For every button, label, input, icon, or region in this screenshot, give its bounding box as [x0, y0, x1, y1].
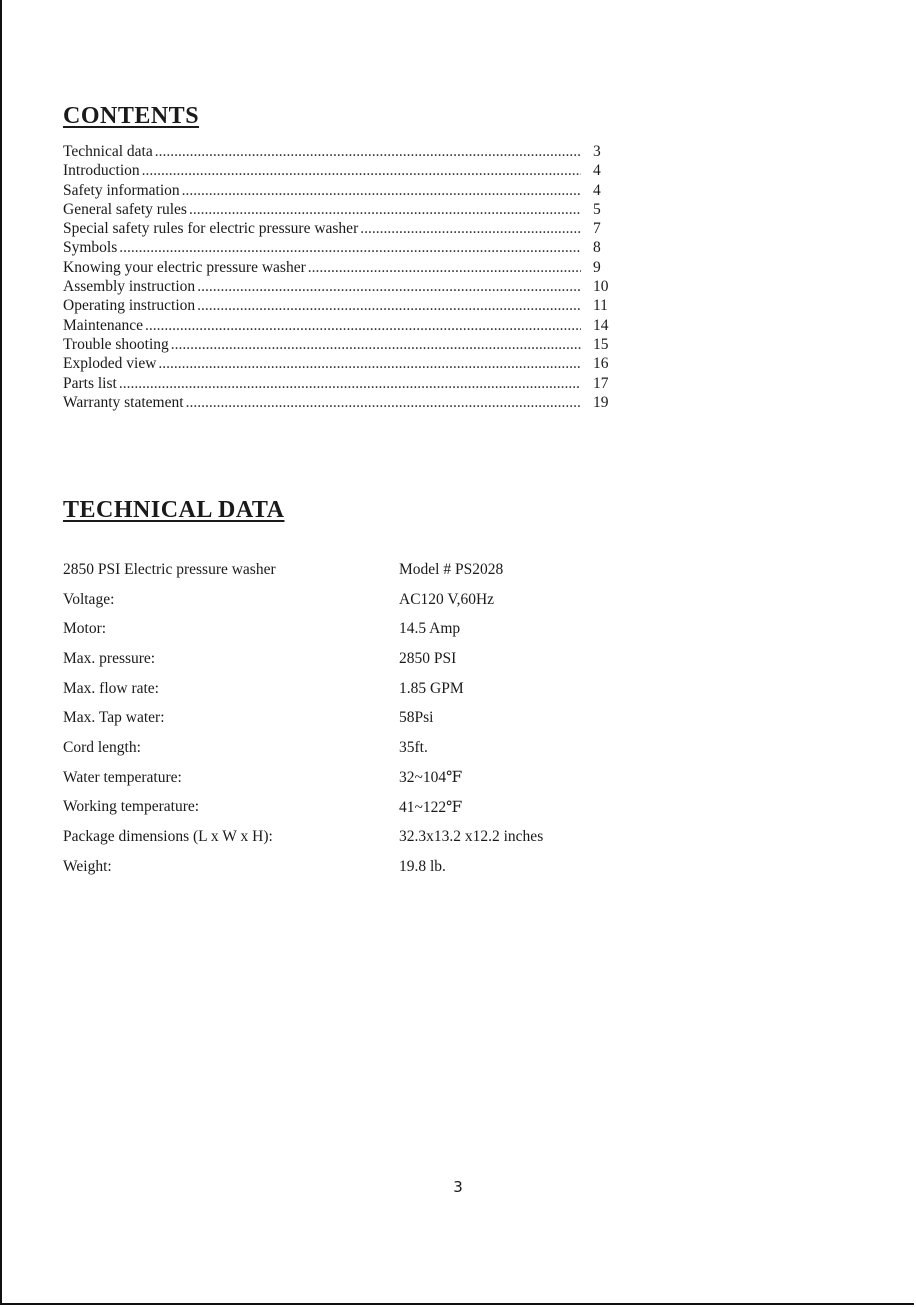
spec-label: Cord length: — [63, 738, 141, 756]
toc-leader-dots — [182, 181, 581, 200]
toc-entry-title: Knowing your electric pressure washer — [63, 258, 306, 276]
toc-entry-title: Assembly instruction — [63, 278, 196, 296]
spec-row — [63, 822, 763, 852]
toc-entry-page: 5 — [593, 200, 601, 218]
spec-label: Water temperature: — [63, 768, 182, 786]
toc-entry[interactable] — [63, 374, 633, 393]
toc-entry[interactable] — [63, 219, 633, 238]
toc-entry-title: Operating instruction — [63, 297, 196, 315]
toc-entry-title: Special safety rules for electric pressure washer — [63, 220, 359, 238]
toc-entry[interactable] — [63, 142, 633, 161]
spec-row — [63, 644, 763, 674]
toc-entry-title: Maintenance — [63, 316, 144, 334]
spec-value: 32.3x13.2 x12.2 inches — [399, 828, 544, 846]
spec-row — [63, 852, 763, 882]
toc-entry[interactable] — [63, 335, 633, 354]
spec-row — [63, 585, 763, 615]
toc-entry-page: 11 — [593, 297, 608, 315]
spec-label: Working temperature: — [63, 798, 200, 816]
spec-value: 1.85 GPM — [399, 679, 464, 697]
spec-label: Max. flow rate: — [63, 679, 159, 697]
technical-data-heading: TECHNICAL DATA — [63, 497, 285, 523]
toc-entry-page: 17 — [593, 374, 609, 392]
toc-entry-page: 8 — [593, 239, 601, 257]
toc-leader-dots — [145, 316, 581, 335]
toc-entry[interactable] — [63, 296, 633, 315]
spec-value: 58Psi — [399, 709, 434, 727]
spec-row — [63, 733, 763, 763]
spec-value: 2850 PSI — [399, 649, 457, 667]
table-of-contents — [63, 142, 633, 412]
spec-row — [63, 793, 763, 823]
toc-entry-title: Symbols — [63, 239, 118, 257]
toc-leader-dots — [171, 335, 581, 354]
spec-row — [63, 703, 763, 733]
spec-label: Motor: — [63, 620, 107, 638]
toc-entry-page: 7 — [593, 220, 601, 238]
spec-row — [63, 763, 763, 793]
page-number: 3 — [453, 1178, 463, 1196]
toc-entry-page: 16 — [593, 355, 609, 373]
spec-label: Max. pressure: — [63, 649, 156, 667]
toc-entry-page: 4 — [593, 181, 601, 199]
spec-value: AC120 V,60Hz — [399, 590, 495, 608]
spec-value: 41~122℉ — [399, 798, 463, 816]
spec-label: Package dimensions (L x W x H): — [63, 828, 273, 846]
toc-leader-dots — [197, 296, 581, 315]
toc-entry-page: 15 — [593, 335, 609, 353]
toc-entry-title: Exploded view — [63, 355, 157, 373]
spec-row — [63, 614, 763, 644]
toc-entry-title: Trouble shooting — [63, 335, 169, 353]
toc-entry-title: Parts list — [63, 374, 117, 392]
toc-entry[interactable] — [63, 258, 633, 277]
toc-entry[interactable] — [63, 238, 633, 257]
toc-entry-page: 4 — [593, 162, 601, 180]
spec-label: 2850 PSI Electric pressure washer — [63, 560, 276, 578]
contents-heading: CONTENTS — [63, 103, 200, 129]
toc-entry-page: 19 — [593, 393, 609, 411]
technical-data-table — [63, 555, 763, 882]
toc-entry-title: Warranty statement — [63, 393, 184, 411]
toc-leader-dots — [197, 277, 581, 296]
toc-leader-dots — [360, 219, 581, 238]
spec-row — [63, 674, 763, 704]
toc-entry-page: 9 — [593, 258, 601, 276]
spec-value: 19.8 lb. — [399, 857, 446, 875]
toc-entry-page: 14 — [593, 316, 609, 334]
toc-entry[interactable] — [63, 316, 633, 335]
toc-leader-dots — [308, 258, 581, 277]
spec-label: Weight: — [63, 857, 112, 875]
toc-entry[interactable] — [63, 181, 633, 200]
toc-entry[interactable] — [63, 354, 633, 373]
spec-value: 14.5 Amp — [399, 620, 461, 638]
spec-label: Voltage: — [63, 590, 115, 608]
spec-value: 32~104℉ — [399, 769, 463, 787]
toc-leader-dots — [142, 161, 581, 180]
toc-leader-dots — [186, 393, 581, 412]
toc-leader-dots — [189, 200, 581, 219]
toc-leader-dots — [119, 374, 581, 393]
toc-entry-title: Technical data — [63, 143, 153, 160]
toc-entry[interactable] — [63, 200, 633, 219]
toc-entry-page: 10 — [593, 278, 609, 296]
toc-leader-dots — [158, 354, 581, 373]
toc-entry-title: Safety information — [63, 181, 180, 199]
toc-entry[interactable] — [63, 277, 633, 296]
spec-row — [63, 555, 763, 585]
spec-value: 35ft. — [399, 738, 428, 756]
toc-entry[interactable] — [63, 393, 633, 412]
toc-entry-page: 3 — [593, 143, 601, 160]
toc-entry-title: General safety rules — [63, 200, 187, 218]
spec-value: Model # PS2028 — [399, 560, 504, 578]
spec-label: Max. Tap water: — [63, 709, 165, 727]
toc-entry[interactable] — [63, 161, 633, 180]
toc-leader-dots — [155, 142, 581, 161]
toc-leader-dots — [119, 238, 581, 257]
toc-entry-title: Introduction — [63, 162, 140, 180]
